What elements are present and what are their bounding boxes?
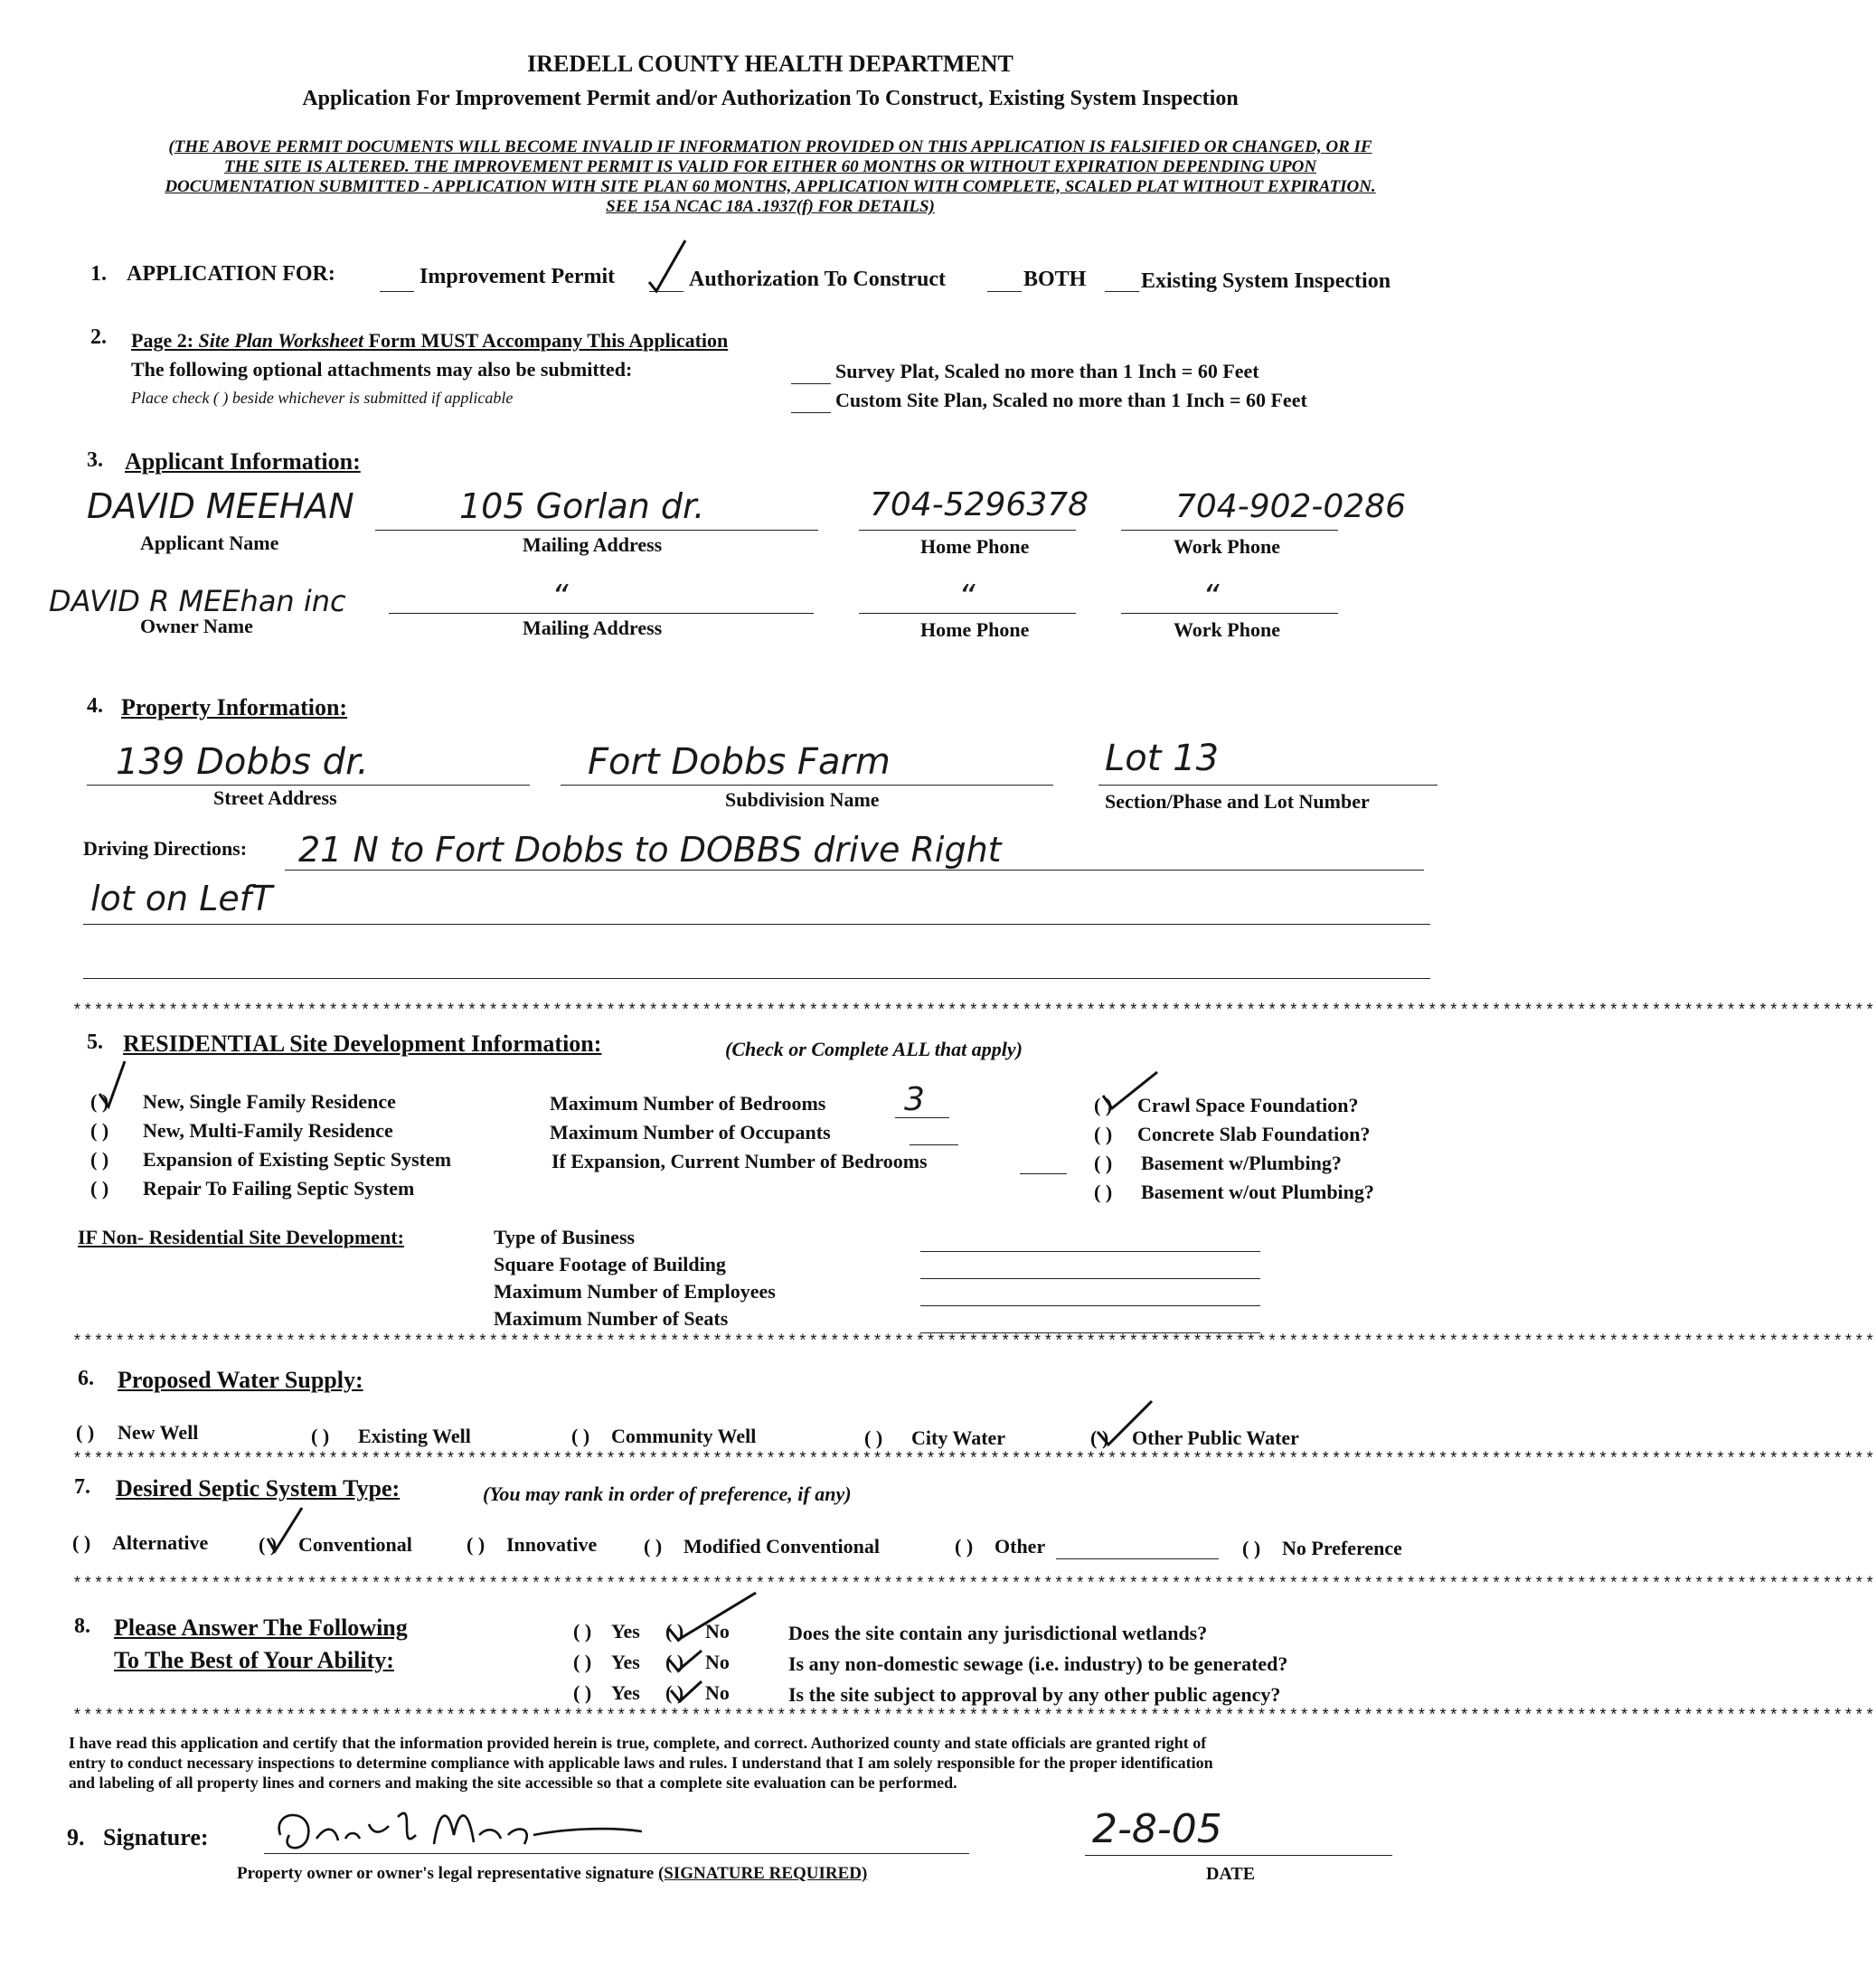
- new-single-check-mark: [92, 1058, 137, 1112]
- community-well-label: Community Well: [611, 1425, 757, 1447]
- type-of-business-blank[interactable]: [920, 1251, 1260, 1252]
- max-employees-label: Maximum Number of Employees: [494, 1280, 776, 1303]
- crawl-checkbox[interactable]: ( ): [1094, 1094, 1113, 1116]
- new-multi-label: New, Multi-Family Residence: [143, 1119, 393, 1142]
- q3-yes-label: Yes: [611, 1681, 640, 1704]
- form-subtitle: Application For Improvement Permit and/or Authorization To Construct, Existing System Inspection: [302, 87, 1239, 110]
- water-supply-heading: Proposed Water Supply:: [118, 1367, 363, 1393]
- certification-line-1: I have read this application and certify that the information provided herein is true, complete, and correct. Authorized county and state officials are granted right of: [69, 1734, 1207, 1752]
- city-water-label: City Water: [911, 1426, 1006, 1449]
- date-line: [1085, 1855, 1392, 1856]
- directions-underline-1: [285, 870, 1424, 871]
- site-plan-requirement: Page 2: Site Plan Worksheet Form MUST Accompany This Application: [131, 329, 729, 352]
- form-title: IREDELL COUNTY HEALTH DEPARTMENT: [527, 51, 1013, 77]
- applicant-home-phone-label: Home Phone: [920, 535, 1030, 558]
- bedrooms-value[interactable]: 3: [904, 1081, 925, 1118]
- application-for-label: APPLICATION FOR:: [127, 262, 335, 286]
- owner-work-phone-value[interactable]: “: [1202, 579, 1220, 616]
- basement-noplumb-label: Basement w/out Plumbing?: [1141, 1181, 1374, 1203]
- septic-type-note: (You may rank in order of preference, if any): [483, 1482, 852, 1505]
- q1-no-label: No: [705, 1620, 730, 1642]
- q2-yes-checkbox[interactable]: ( ): [573, 1651, 592, 1673]
- disclaimer-line-4: SEE 15A NCAC 18A .1937(f) FOR DETAILS): [606, 197, 935, 216]
- applicant-work-phone-label: Work Phone: [1174, 535, 1280, 558]
- no-preference-checkbox[interactable]: ( ): [1242, 1537, 1261, 1559]
- square-footage-label: Square Footage of Building: [494, 1253, 726, 1275]
- other-public-water-label: Other Public Water: [1132, 1426, 1299, 1449]
- other-label: Other: [995, 1535, 1046, 1558]
- q1-text: Does the site contain any jurisdictional wetlands?: [788, 1622, 1208, 1644]
- directions-underline-2: [83, 924, 1430, 925]
- q3-no-checkbox[interactable]: ( ): [665, 1681, 684, 1704]
- improvement-permit-label: Improvement Permit: [420, 265, 616, 288]
- section-9-number: 9.: [67, 1824, 85, 1850]
- basement-noplumb-checkbox[interactable]: ( ): [1094, 1181, 1113, 1203]
- both-label: BOTH: [1023, 268, 1087, 291]
- q3-no-label: No: [705, 1681, 730, 1704]
- street-address-label: Street Address: [213, 786, 337, 809]
- no-preference-label: No Preference: [1282, 1537, 1402, 1559]
- owner-home-phone-line: [859, 613, 1076, 614]
- separator-stars: *************************************************************************************************************************************************************************: [72, 1002, 1876, 1021]
- no-answers-check-marks: [656, 1584, 765, 1710]
- expansion-checkbox[interactable]: ( ): [90, 1148, 109, 1171]
- current-bedrooms-blank[interactable]: [1020, 1173, 1067, 1174]
- new-well-label: New Well: [118, 1421, 199, 1444]
- answer-heading-2: To The Best of Your Ability:: [114, 1647, 394, 1673]
- q1-yes-checkbox[interactable]: ( ): [573, 1620, 592, 1642]
- subdivision-value[interactable]: Fort Dobbs Farm: [588, 741, 891, 783]
- modified-label: Modified Conventional: [683, 1535, 880, 1558]
- driving-directions-line-2[interactable]: lot on LefT: [90, 879, 273, 918]
- modified-checkbox[interactable]: ( ): [644, 1535, 663, 1558]
- bedrooms-label: Maximum Number of Bedrooms: [550, 1092, 826, 1115]
- survey-plat-label: Survey Plat, Scaled no more than 1 Inch = 60 Feet: [835, 360, 1259, 382]
- section-2-number: 2.: [90, 325, 107, 349]
- separator-stars: *************************************************************************************************************************************************************************: [72, 1708, 1876, 1726]
- disclaimer-line-2: THE SITE IS ALTERED. THE IMPROVEMENT PERMIT IS VALID FOR EITHER 60 MONTHS OR WITHOUT EXPIRATION DEPENDING UPON: [223, 157, 1317, 176]
- custom-site-plan-label: Custom Site Plan, Scaled no more than 1 Inch = 60 Feet: [835, 389, 1307, 411]
- other-septic-blank[interactable]: [1056, 1558, 1219, 1559]
- q3-text: Is the site subject to approval by any other public agency?: [788, 1683, 1281, 1706]
- occupants-blank[interactable]: [910, 1144, 958, 1145]
- conventional-label: Conventional: [298, 1533, 412, 1556]
- current-bedrooms-label: If Expansion, Current Number of Bedrooms: [551, 1150, 928, 1172]
- lot-label: Section/Phase and Lot Number: [1105, 790, 1370, 813]
- q1-yes-label: Yes: [611, 1620, 640, 1642]
- existing-well-checkbox[interactable]: ( ): [311, 1425, 330, 1447]
- owner-home-phone-label: Home Phone: [920, 618, 1030, 641]
- repair-checkbox[interactable]: ( ): [90, 1177, 109, 1200]
- section-3-number: 3.: [87, 448, 103, 472]
- subdivision-label: Subdivision Name: [725, 788, 880, 811]
- new-multi-checkbox[interactable]: ( ): [90, 1119, 109, 1142]
- applicant-work-phone-line: [1121, 530, 1338, 531]
- max-seats-label: Maximum Number of Seats: [494, 1307, 729, 1330]
- owner-work-phone-line: [1121, 613, 1338, 614]
- square-footage-blank[interactable]: [920, 1278, 1260, 1279]
- applicant-info-heading: Applicant Information:: [125, 448, 361, 475]
- place-check-note: Place check ( ) beside whichever is submitted if applicable: [131, 389, 514, 407]
- improvement-permit-blank[interactable]: [380, 291, 414, 292]
- driving-directions-label: Driving Directions:: [83, 837, 248, 860]
- q2-no-label: No: [705, 1651, 730, 1673]
- applicant-work-phone-value[interactable]: 704-902-0286: [1175, 488, 1407, 525]
- applicant-name-value[interactable]: DAVID MEEHAN: [87, 486, 354, 526]
- subdivision-line: [561, 785, 1053, 786]
- alternative-checkbox[interactable]: ( ): [72, 1531, 91, 1554]
- authorization-check-mark: [644, 237, 689, 295]
- conventional-checkbox[interactable]: ( ): [259, 1533, 278, 1556]
- disclaimer-line-1: (THE ABOVE PERMIT DOCUMENTS WILL BECOME INVALID IF INFORMATION PROVIDED ON THIS APPLICATION IS FALSIFIED OR CHANGED, OR IF: [168, 137, 1372, 156]
- other-checkbox[interactable]: ( ): [955, 1535, 974, 1558]
- applicant-mailing-label: Mailing Address: [523, 533, 663, 556]
- owner-mailing-label: Mailing Address: [523, 617, 663, 639]
- slab-label: Concrete Slab Foundation?: [1137, 1123, 1371, 1145]
- owner-home-phone-value[interactable]: “: [958, 579, 976, 616]
- non-residential-label: IF Non- Residential Site Development:: [78, 1226, 404, 1248]
- alternative-label: Alternative: [112, 1531, 209, 1554]
- type-of-business-label: Type of Business: [494, 1226, 636, 1248]
- street-address-line: [87, 785, 530, 786]
- existing-inspection-blank[interactable]: [1105, 291, 1139, 292]
- q2-text: Is any non-domestic sewage (i.e. industry) to be generated?: [788, 1652, 1288, 1675]
- slab-checkbox[interactable]: ( ): [1094, 1123, 1113, 1145]
- basement-plumb-checkbox[interactable]: ( ): [1094, 1152, 1113, 1174]
- street-address-value[interactable]: 139 Dobbs dr.: [116, 741, 369, 783]
- new-single-label: New, Single Family Residence: [143, 1090, 396, 1113]
- applicant-address-line: [375, 530, 818, 531]
- basement-plumb-label: Basement w/Plumbing?: [1141, 1152, 1342, 1174]
- custom-site-plan-blank[interactable]: [791, 412, 831, 413]
- authorization-label: Authorization To Construct: [689, 268, 947, 291]
- separator-stars: *************************************************************************************************************************************************************************: [72, 1333, 1876, 1351]
- q1-no-checkbox[interactable]: ( ): [665, 1620, 684, 1642]
- separator-stars: *************************************************************************************************************************************************************************: [72, 1451, 1876, 1469]
- date-label: DATE: [1206, 1864, 1256, 1884]
- residential-note: (Check or Complete ALL that apply): [725, 1038, 1023, 1060]
- both-blank[interactable]: [987, 291, 1022, 292]
- existing-well-label: Existing Well: [358, 1425, 471, 1447]
- survey-plat-blank[interactable]: [791, 383, 831, 384]
- owner-name-label: Owner Name: [140, 615, 253, 637]
- lot-line: [1098, 785, 1438, 786]
- certification-line-2: entry to conduct necessary inspections to determine compliance with applicable laws and rules. I understand that I am solely responsible for the proper identification: [69, 1754, 1213, 1772]
- bedrooms-line: [895, 1117, 949, 1118]
- section-7-number: 7.: [74, 1475, 90, 1499]
- certification-line-3: and labeling of all property lines and corners and making the site accessible so that a complete site evaluation can be performed.: [69, 1774, 957, 1792]
- owner-address-value[interactable]: “: [551, 579, 569, 616]
- q2-yes-label: Yes: [611, 1651, 640, 1673]
- innovative-label: Innovative: [506, 1533, 598, 1556]
- signature-caption: Property owner or owner's legal representative signature (SIGNATURE REQUIRED): [237, 1864, 868, 1883]
- new-well-checkbox[interactable]: ( ): [76, 1421, 95, 1444]
- other-public-water-checkbox[interactable]: ( ): [1090, 1426, 1109, 1449]
- property-info-heading: Property Information:: [121, 694, 348, 720]
- innovative-checkbox[interactable]: ( ): [467, 1533, 485, 1556]
- owner-name-value[interactable]: DAVID R MEEhan inc: [49, 584, 346, 618]
- date-value[interactable]: 2-8-05: [1092, 1806, 1222, 1852]
- existing-inspection-label: Existing System Inspection: [1141, 269, 1391, 293]
- signature-line: [264, 1853, 969, 1854]
- residential-heading: RESIDENTIAL Site Development Information:: [123, 1031, 602, 1057]
- max-employees-blank[interactable]: [920, 1305, 1260, 1306]
- section-5-number: 5.: [87, 1031, 103, 1054]
- section-6-number: 6.: [78, 1367, 94, 1390]
- directions-underline-3: [83, 978, 1430, 979]
- community-well-checkbox[interactable]: ( ): [571, 1425, 590, 1447]
- occupants-label: Maximum Number of Occupants: [550, 1121, 831, 1144]
- crawl-label: Crawl Space Foundation?: [1137, 1094, 1359, 1116]
- septic-type-heading: Desired Septic System Type:: [116, 1475, 401, 1501]
- section-4-number: 4.: [87, 694, 103, 718]
- applicant-home-phone-value[interactable]: 704-5296378: [870, 486, 1089, 523]
- answer-heading-1: Please Answer The Following: [114, 1614, 408, 1641]
- optional-attachments-note: The following optional attachments may also be submitted:: [131, 358, 633, 381]
- q3-yes-checkbox[interactable]: ( ): [573, 1681, 592, 1704]
- applicant-home-phone-line: [859, 530, 1076, 531]
- section-1-number: 1.: [90, 262, 107, 286]
- expansion-label: Expansion of Existing Septic System: [143, 1148, 452, 1171]
- applicant-name-label: Applicant Name: [140, 532, 279, 554]
- section-8-number: 8.: [74, 1614, 90, 1638]
- signature-label: Signature:: [103, 1824, 209, 1850]
- applicant-address-value[interactable]: 105 Gorlan dr.: [459, 486, 705, 526]
- q2-no-checkbox[interactable]: ( ): [665, 1651, 684, 1673]
- disclaimer-line-3: DOCUMENTATION SUBMITTED - APPLICATION WITH SITE PLAN 60 MONTHS, APPLICATION WITH COMPLETE, SCALED PLAT WITHOUT EXPIRATION.: [165, 177, 1376, 196]
- city-water-checkbox[interactable]: ( ): [864, 1426, 883, 1449]
- driving-directions-line-1[interactable]: 21 N to Fort Dobbs to DOBBS drive Right: [298, 830, 1002, 870]
- separator-stars: *************************************************************************************************************************************************************************: [72, 1576, 1876, 1594]
- new-single-checkbox[interactable]: ( ): [90, 1090, 109, 1113]
- repair-label: Repair To Failing Septic System: [143, 1177, 415, 1200]
- owner-work-phone-label: Work Phone: [1174, 618, 1280, 641]
- owner-name-line: [389, 613, 814, 614]
- lot-value[interactable]: Lot 13: [1105, 738, 1220, 779]
